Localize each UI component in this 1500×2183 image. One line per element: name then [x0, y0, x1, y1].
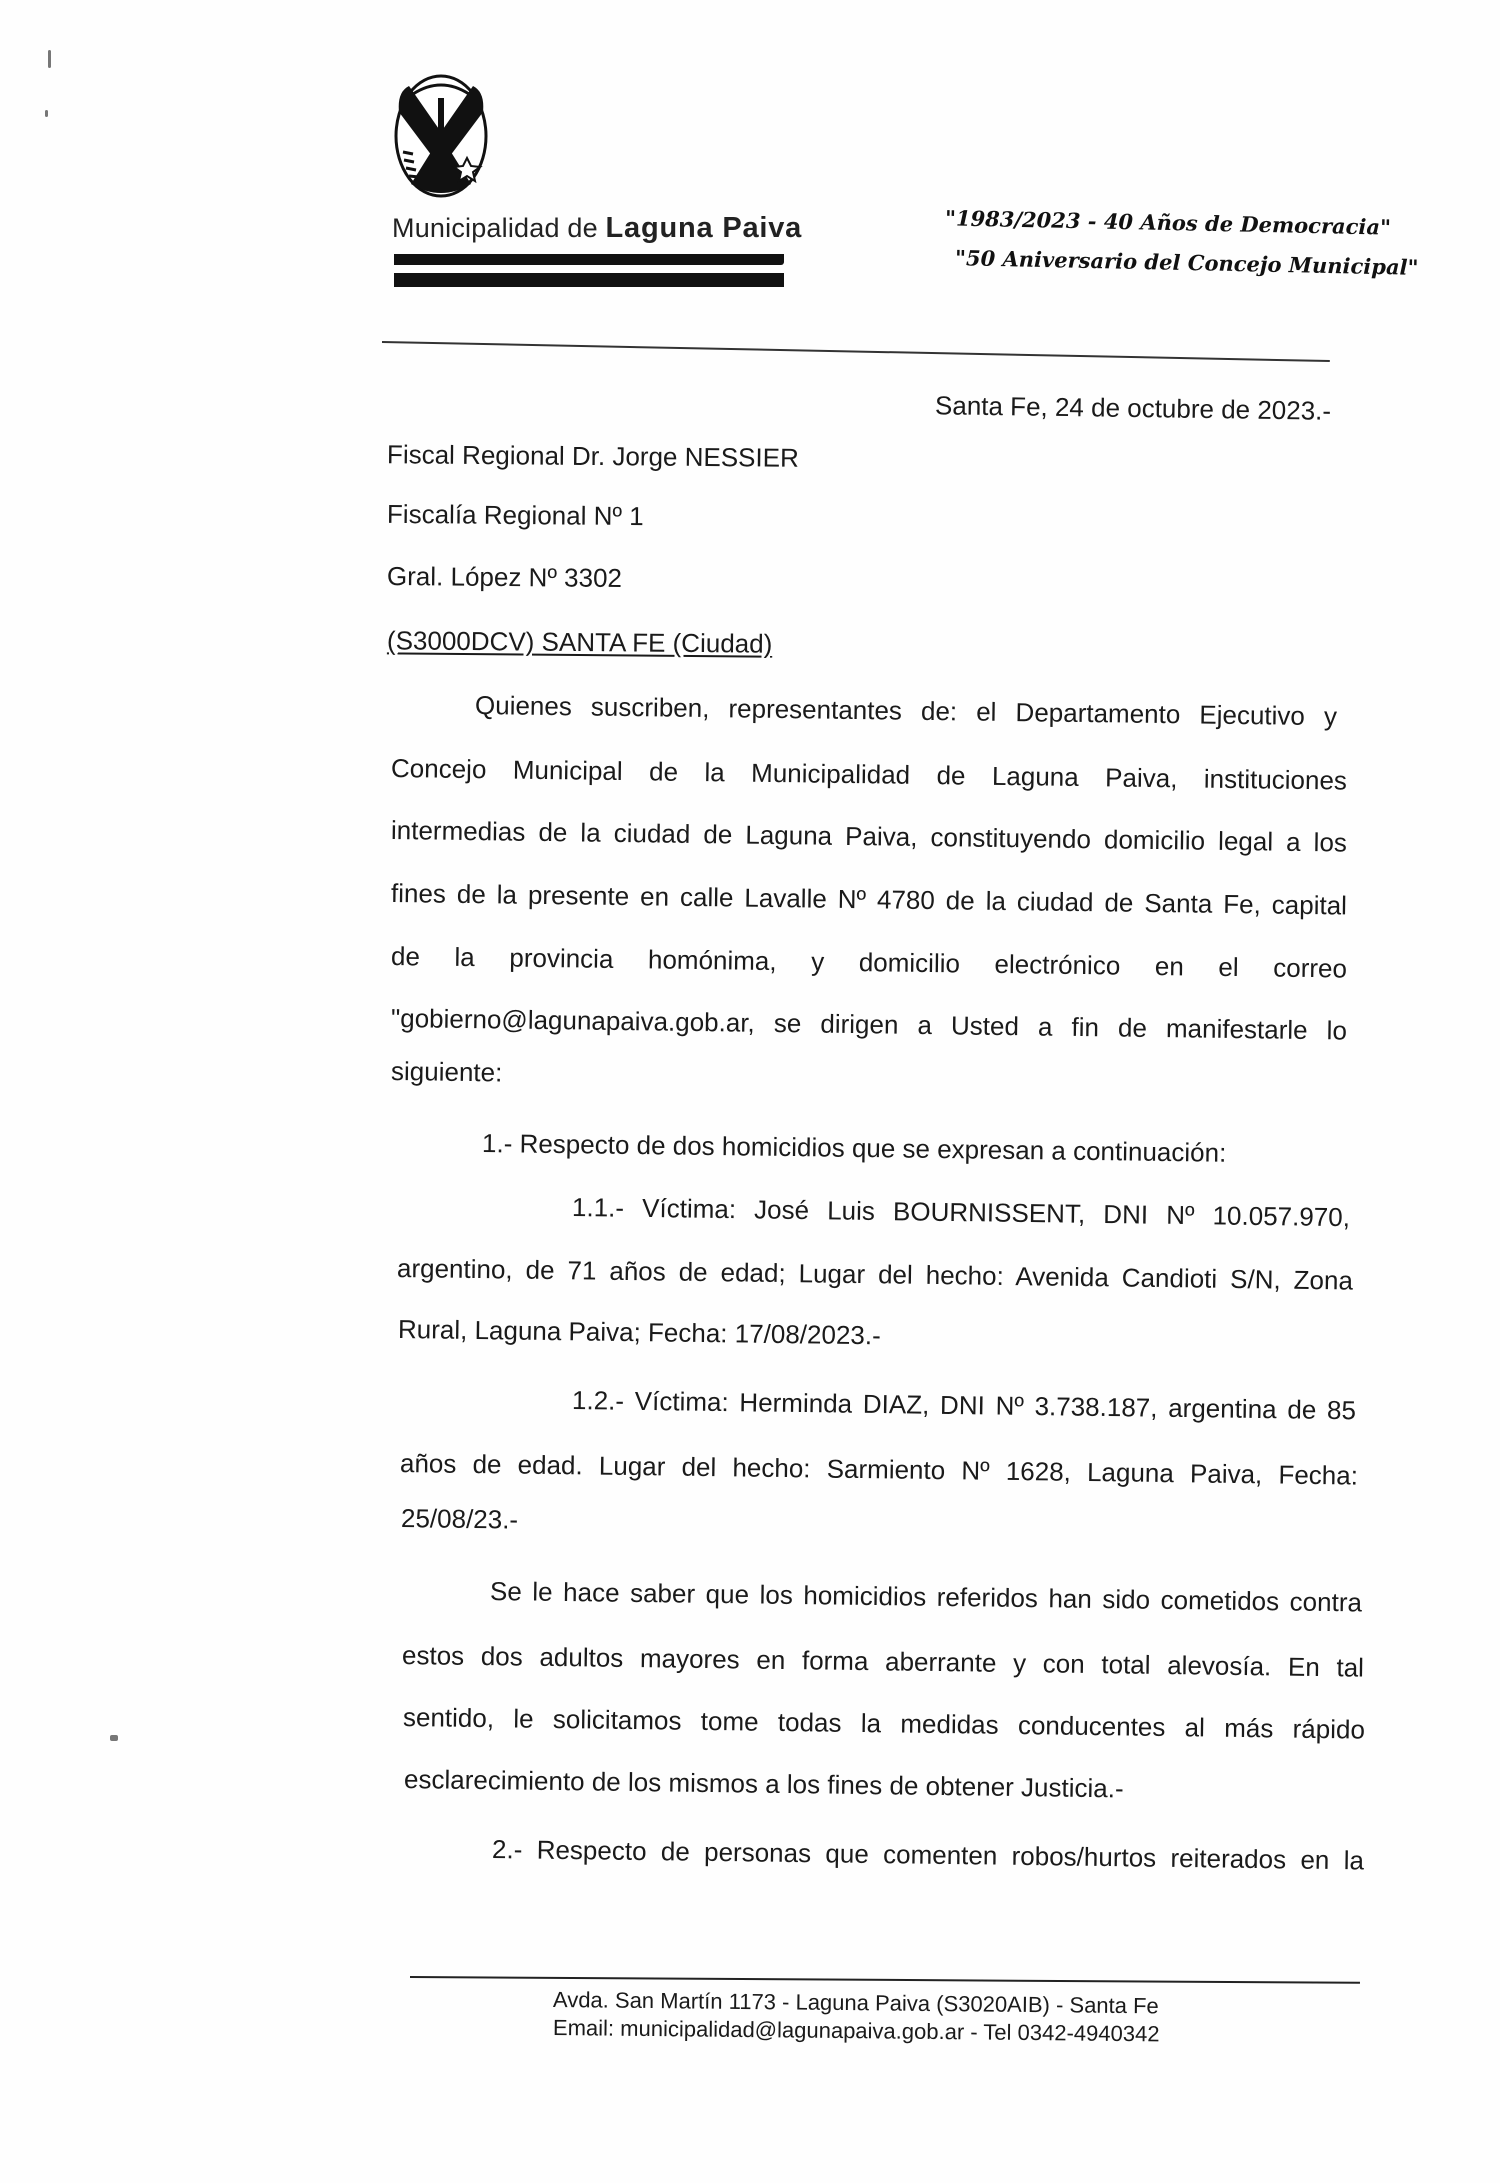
item-1-1-line: argentino, de 71 años de edad; Lugar del hecho: Avenida Candioti S/N, Zona	[396, 1253, 1354, 1296]
scan-mark	[45, 110, 48, 117]
recipient-line-4: (S3000DCV) SANTA FE (Ciudad)	[386, 625, 773, 659]
recipient-line-3: Gral. López Nº 3302	[386, 560, 623, 594]
motto-line-1: "1983/2023 - 40 Años de Democracia"	[944, 205, 1392, 240]
recipient-line-2: Fiscalía Regional Nº 1	[386, 498, 644, 532]
item-1-2-line: 1.2.- Víctima: Herminda DIAZ, DNI Nº 3.738.187, argentina de 85	[571, 1385, 1357, 1426]
item-1-2-line: 25/08/23.-	[400, 1503, 519, 1535]
footer-address: Avda. San Martín 1173 - Laguna Paiva (S3020AIB) - Santa Fe	[552, 1987, 1159, 2019]
intro-line: Quienes suscriben, representantes de: el Departamento Ejecutivo y	[474, 690, 1338, 732]
scan-mark	[48, 50, 51, 68]
footer-divider	[410, 1976, 1360, 1984]
request-line: estos dos adultos mayores en forma aberrante y con total alevosía. En tal	[401, 1640, 1365, 1683]
request-line: esclarecimiento de los mismos a los fines de obtener Justicia.-	[403, 1764, 1124, 1804]
header-divider	[382, 341, 1330, 362]
municipal-coat-of-arms-icon	[393, 72, 489, 200]
letterhead-band-top	[394, 254, 784, 265]
intro-line: intermedias de la ciudad de Laguna Paiva, constituyendo domicilio legal a los	[390, 815, 1348, 858]
municipality-name-bold: Laguna Paiva	[605, 212, 803, 244]
request-line: sentido, le solicitamos tome todas la medidas conducentes al más rápido	[402, 1702, 1366, 1745]
letterhead-band-bottom	[394, 273, 784, 287]
intro-line: de la provincia homónima, y domicilio electrónico en el correo	[390, 941, 1348, 984]
municipality-name	[392, 212, 802, 245]
intro-line: fines de la presente en calle Lavalle Nº 4780 de la ciudad de Santa Fe, capital	[390, 878, 1348, 921]
item-1-1-line: Rural, Laguna Paiva; Fecha: 17/08/2023.-	[397, 1314, 881, 1351]
motto-line-2: "50 Aniversario del Concejo Municipal"	[954, 245, 1419, 280]
footer-contact: Email: municipalidad@lagunapaiva.gob.ar - Tel 0342-4940342	[552, 2015, 1160, 2047]
municipality-prefix: Municipalidad de	[392, 213, 598, 243]
request-line: Se le hace saber que los homicidios referidos han sido cometidos contra	[489, 1576, 1363, 1618]
date-line: Santa Fe, 24 de octubre de 2023.-	[934, 390, 1332, 426]
intro-line: Concejo Municipal de la Municipalidad de Laguna Paiva, instituciones	[390, 753, 1348, 796]
intro-line: siguiente:	[390, 1056, 503, 1088]
item-2-line: 2.- Respecto de personas que comenten robos/hurtos reiterados en la	[491, 1834, 1365, 1876]
item-1-heading: 1.- Respecto de dos homicidios que se expresan a continuación:	[481, 1128, 1227, 1168]
item-1-2-line: años de edad. Lugar del hecho: Sarmiento Nº 1628, Laguna Paiva, Fecha:	[399, 1448, 1359, 1491]
intro-line: "gobierno@lagunapaiva.gob.ar, se dirigen a Usted a fin de manifestarle lo	[390, 1003, 1348, 1046]
scan-mark	[110, 1735, 118, 1741]
recipient-line-1: Fiscal Regional Dr. Jorge NESSIER	[386, 439, 799, 473]
item-1-1-line: 1.1.- Víctima: José Luis BOURNISSENT, DNI Nº 10.057.970,	[571, 1192, 1351, 1233]
